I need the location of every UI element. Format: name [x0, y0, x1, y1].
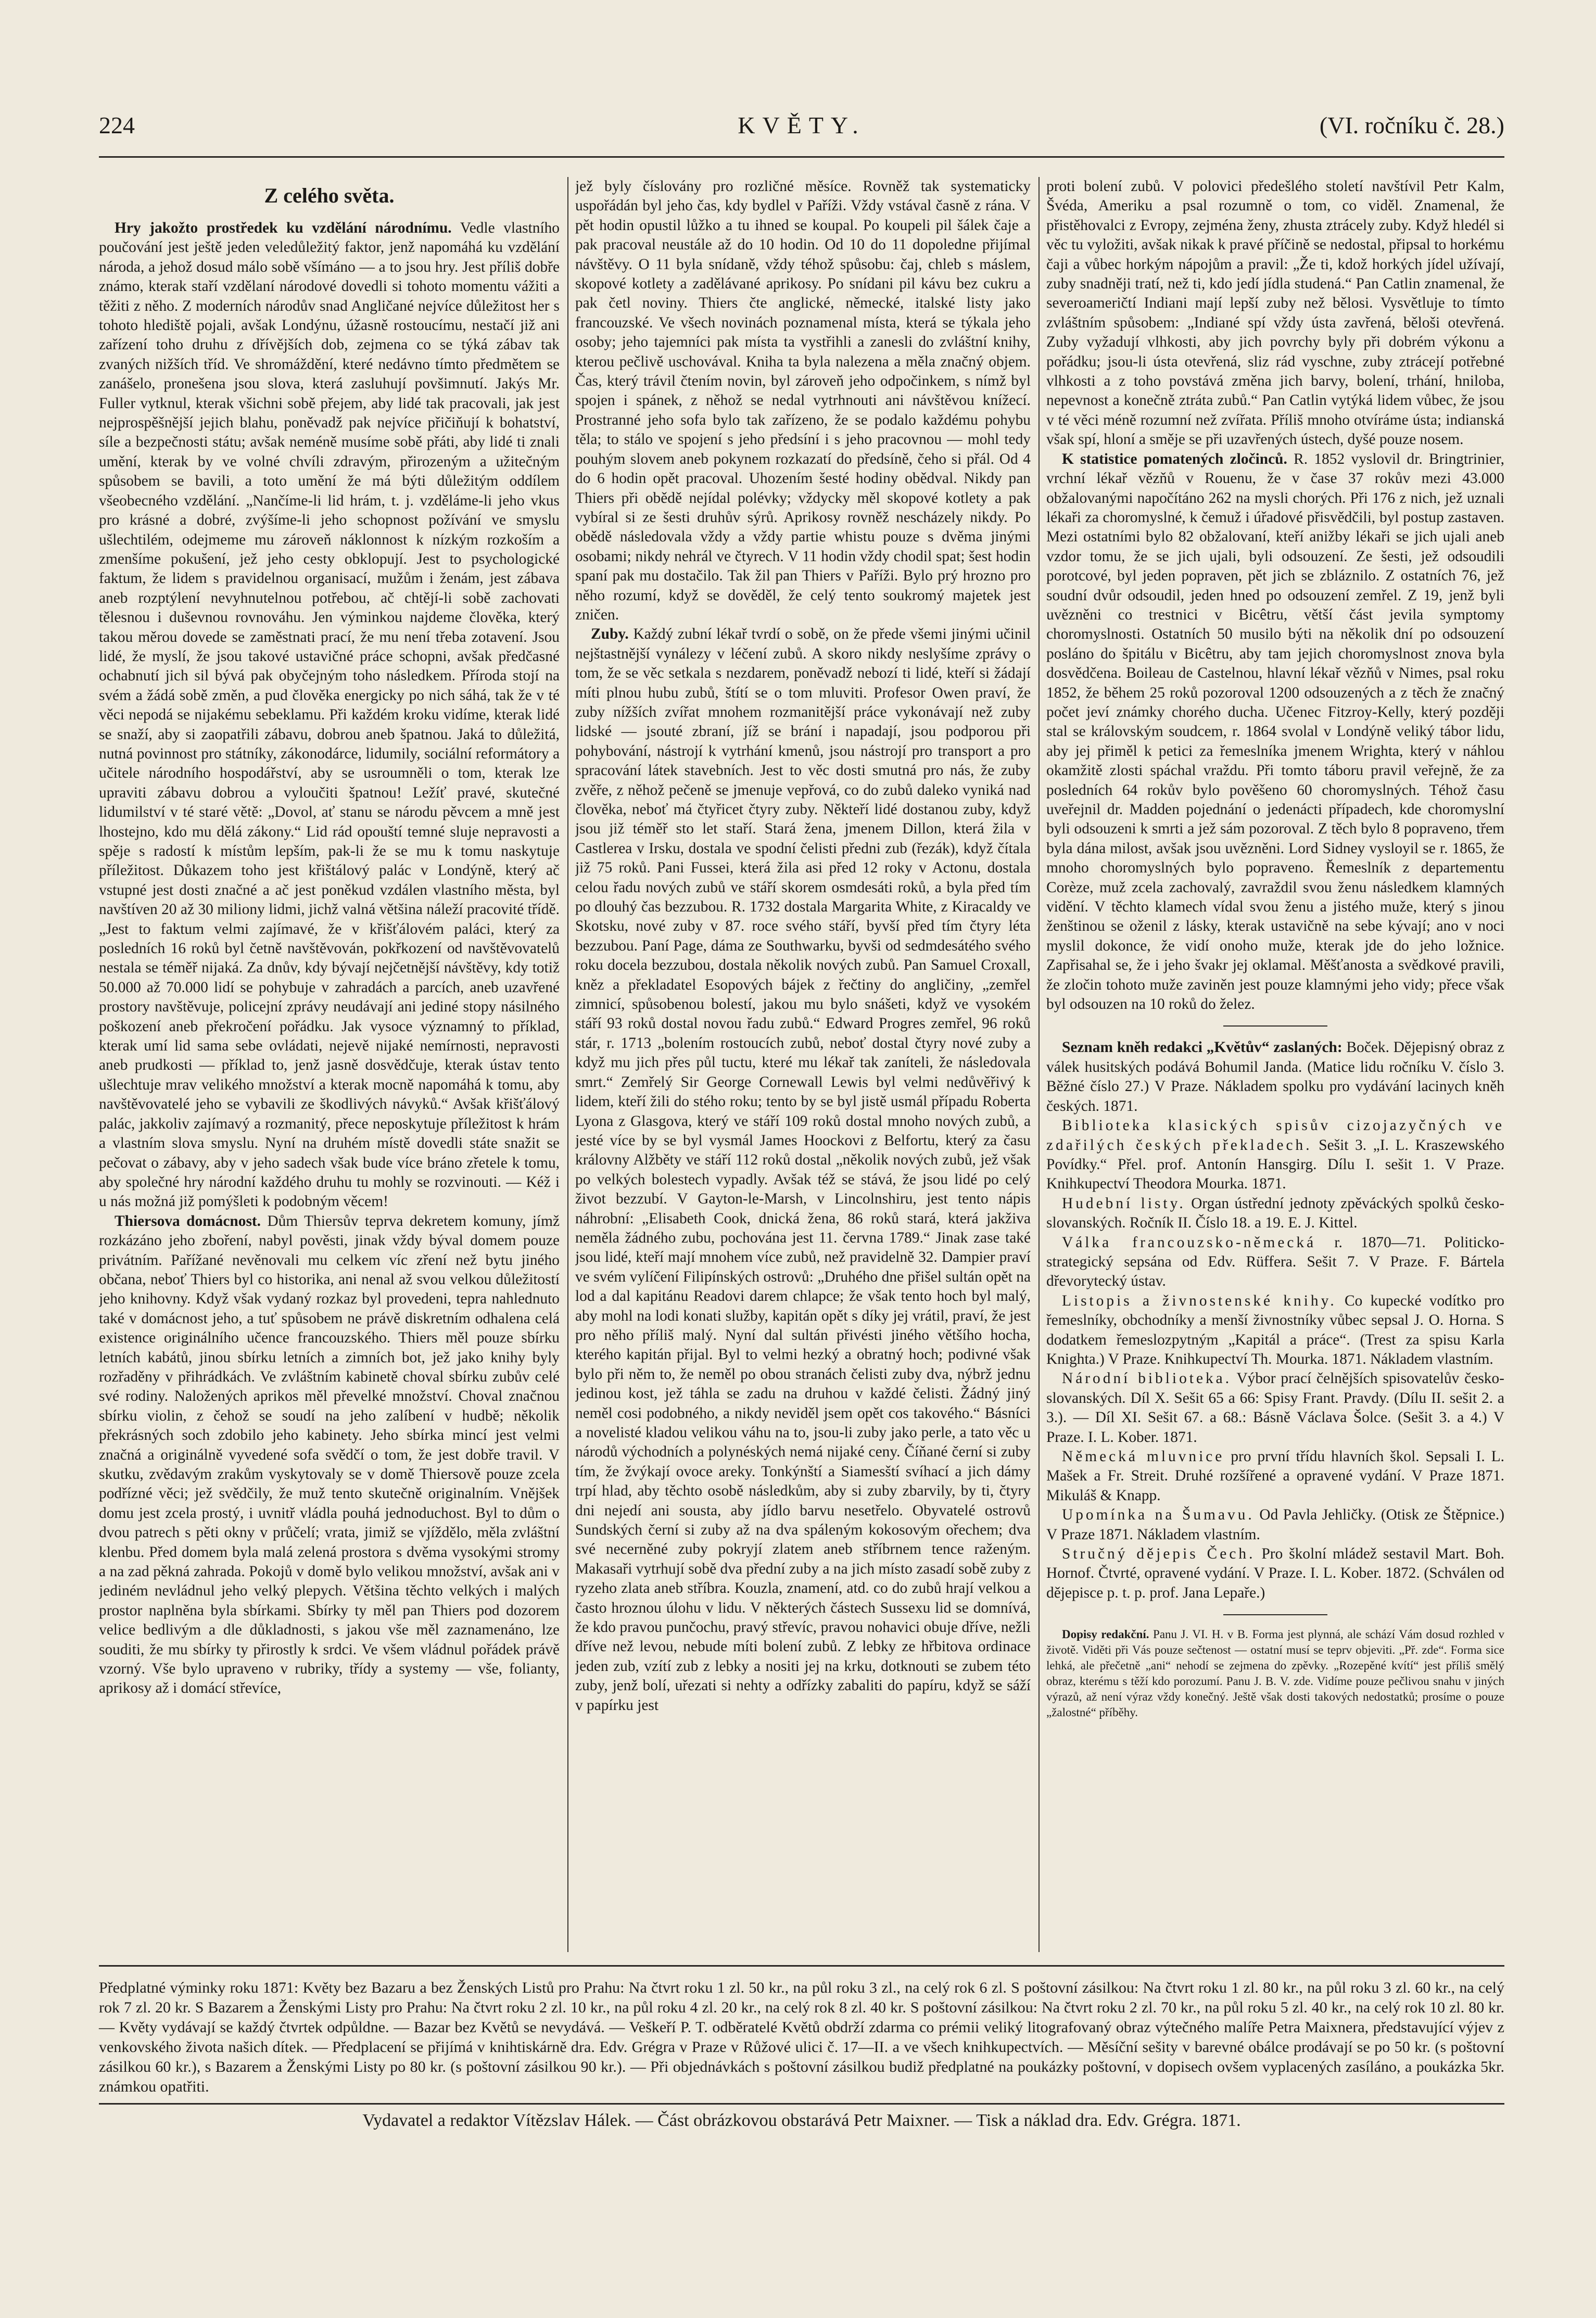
article-thiers-cont: jež byly číslovány pro rozličné měsíce. Rovněž tak systematicky uspořádán byl jeho čas, kdy bydlel v Paříži. Vždy vstával časně z rána. V pět hodin opustil lůžko a tu ihned se koupal. Po koupeli pil šálek čaje a pak pracoval neustále až do 10 hodin. Od 10 do 11 dopoledne přijímal návštěvy. O 11 byla snídaně, vždy téhož spůsobu: čaj, chleb s máslem, skopové kotlety a zadělávané aprikosy. Po snídani pil kávu bez cukru a pak četl noviny. Thiers čte anglické, německé, italské listy jako francouzské. Ve všech novinách poznamenal místa, která se týkala jeho osoby; jeho tajemníci pak místa ta vystřihli a zanesli do zvláštní knihy, kterou pečlivě uschovával. Kniha ta byla nalezena a měla značný objem. Čas, který trávil čtením novin, byl zároveň jeho odpočinkem, s nímž byl spojen i spánek, z něhož se nedal vytrhnouti ani návštěvou knížecí. Prostranné jeho sofa bylo tak zařízeno, že se podalo každému pohybu těla; to stálo ve spojení s jeho předsíní i s jeho pracovnou — mohl tedy pouhým slovem aneb pokynem rozkazatí do předsíně, čeho si přál. Od 4 do 6 hodin opět pracoval. Uhozením šesté hodiny obědval. Nikdy pan Thiers při obědě nejídal polévky; vždycky měl skopové kotlety a pak vybíral si ze šesti druhův sýrů. Aprikosy rovněž nescházely nikdy. Po obědě následovala vždy a vždy partie whistu pouze s dvěma jinými osobami; nikdy nehrál ve čtyrech. V 11 hodin vždy chodil spat; šest hodin spaní pak mu dostačilo. Tak žil pan Thiers v Paříži. Bylo prý hrozno pro něho rozumí, když se dověděl, že celý tento soukromý majetek jest zničen. [575, 178, 1031, 623]
book-entry: Stručný dějepis Čech. Pro školní mládež sestavil Mart. Boh. Hornof. Čtvrté, opravené vydání. V Praze. I. L. Kober. 1872. (Schválen od dějepisce p. t. p. prof. Jana Lepaře.) [1046, 1546, 1504, 1601]
column-1 [99, 177, 560, 1952]
imprint: Vydavatel a redaktor Vítězslav Hálek. — Část obrázkovou obstarává Petr Maixner. — Tisk a náklad dra. Edv. Grégra. 1871. [362, 2111, 1241, 2130]
imprint-rule [99, 2103, 1504, 2105]
book-entry: Biblioteka klasických spisův cizojazyčných ve zdařilých českých překladech. Sešit 3. „I. L. Kraszewského Povídky.“ Přel. prof. Antonín Hansgirg. Dílu I. sešit 1. V Praze. Knihkupectví Theodora Mourka. 1871. [1046, 1117, 1504, 1193]
column-3 [1046, 177, 1504, 1952]
article-text: Dům Thiersův teprva dekretem komuny, jímž rozkázáno jeho zboření, nabyl pověsti, jinak vždy býval domem pouze privátním. Pařížané nevěnovali mu celkem víc zření než bytu jiného občana, neboť Thiers byl co historika, ani nenal až svou velkou důležitostí jeho knihovny. Když však vydaný rozkaz byl provedeni, tepra nahlednuto také v domácnost jeho, a tuť spůsobem ne právě diskretním odhalena celá existence originálního učence francouzského. Thiers měl pouze sbírku letních kabátů, jinou sbírku letních a zimních bot, jež jako knihy byly rozřaděny v přihrádkách. Ve zvláštním kabinetě choval sbírku zubův celé své rodiny. Naložených aprikos měl převelké množství. Choval značnou sbírku violin, z čehož se soudí na jeho zalíbení v hudbě; několik překrásných soch zdobilo jeho kabinety. Jeho sbírka mincí jest velmi značná a originálně vyvedené sofa svědčí o tom, že jest dobře travil. V skutku, zvědavým zrakům vyskytovaly se v domě Thiersově pouze zcela podřízné věci; jež svědčily, že muž tento skutečně originalním. Vnějšek domu jest zcela prostý, i uvnitř vládla pouhá jednoduchost. Byl to dům o dvou patrech s pěti okny v průčelí; vrata, jimiž se vjíždělo, měla zvláštní klenbu. Před domem byla malá zelená prostora s dvěma vysokými stromy a na zad pěkná zahrada. Pokojů v domě bylo velikou množství, avšak ani v jediném nevládnul jeho velký plepych. Většina těchto velkých i malých prostor naplněna byla sbírkami. Sbírky ty měl pan Thiers pod dozorem velice bedlivým a dle důkladnosti, s jakou vše měl zaznamenáno, lze souditi, že mu sbírky ty přirostly k srdci. Ve všem vládnul pořádek právě vzorný. Vše bylo upraveno v rubriky, třídy a systemy — vše, folianty, aprikosy až i domácí střevíce, [99, 1212, 560, 1697]
article-heading: K statistice pomatených zločinců. [1062, 450, 1287, 467]
article-statistics [1046, 450, 1504, 1015]
editorial-letters [1046, 1627, 1504, 1720]
subscription-notice: Předplatné výminky roku 1871: Květy bez Bazaru a bez Ženských Listů pro Prahu: Na čtvrt roku 1 zl. 50 kr., na půl roku 3 zl., na celý rok 6 zl. S poštovní zásilkou: Na čtvrt roku 1 zl. 80 kr., na půl roku 3 zl. 60 kr., na celý rok 7 zl. 20 kr. S Bazarem a Ženskými Listy pro Prahu: Na čtvrt roku 2 zl. 10 kr., na půl roku 4 zl. 20 kr., na celý rok 8 zl. 40 kr. S poštovní zásilkou: Na čtvrt roku 2 zl. 70 kr., na půl roku 5 zl. 40 kr., na celý rok 10 zl. 80 kr. — Květy vydávají se každý čtvrtek odpůldne. — Bazar bez Květů se nevydává. — Veškeří P. T. odběratelé Květů obdrží zdarma co prémii veliký litografovaný obraz výtečného malíře Petra Maixnera, představující výjev z venkovského života našich dítek. — Předplacení se přijímá v knihtiskárně dra. Edv. Grégra v Praze v Růžové ulici č. 17—II. a ve všech knihkupectvích. — Měsíční sešity v barevné obálce prodávají se po 50 kr. (s poštovní zásilkou 60 kr.), s Bazarem a Ženskými Listy po 80 kr. (s poštovní zásilkou 90 kr.). — Při objednávkách s poštovní zásilkou budiž předplatné na poukázky poštovní, v dopisech ovšem vyplacených zasíláno, a poukázka 5kr. známkou opatřiti. [99, 1979, 1504, 2095]
article-teeth-cont: proti bolení zubů. V polovici předešlého století navštívil Petr Kalm, Švéda, Ameriku a psal rozumně o tom, co viděl. Znamenal, že přistěhovalci z Evropy, zejména ženy, zhusta ztrácely zuby. Když hledél si věc tu vyložiti, avšak nikak k pravé příčině se nedostal, připsal to horkému čaji a vůbec horkým nápojům a pravil: „Že ti, kdož horkých jídel užívají, zuby snadněji tratí, než ti, kdo jedí jídla studená.“ Pan Catlin znamenal, že severoameričtí Indiani mají lepší zuby než bělosi. Vysvětluje to tímto zvláštním spůsobem: „Indiané spí vždy ústa zavřená, běloši otevřená. Zuby vyžadují vlhkosti, aby jich povrchy byly při dobrém výkonu a pořádku; jsou-li ústa otevřená, sliz rád vyschne, zuby ztrácejí potřebné vlhkosti a z toho povstává změna jich barvy, bolení, trhání, hniloba, nepevnost a konečně ztráta zubů.“ Pan Catlin vytýká lidem vůbec, že jsou v té věci méně rozumní než zvířata. Příliš mnoho otvíráme ústa; indianská však spí, hloní a směje se při uzavřených ústech, dyšé pouze nosem. [1046, 178, 1504, 448]
separator [1223, 1614, 1327, 1615]
column-2 [575, 177, 1031, 1952]
article-games [99, 219, 560, 1212]
book-entry: Upomínka na Šumavu. Od Pavla Jehličky. (Otisk ze Štěpnice.) V Praze 1871. Nákladem vlastním. [1046, 1506, 1504, 1543]
article-teeth [575, 625, 1031, 1715]
column-divider [1038, 177, 1040, 1952]
section-title: Z celého světa. [264, 184, 395, 207]
magazine-title: KVĚTY. [738, 112, 866, 138]
editorial-text: Panu J. VI. H. v B. Forma jest plynná, ale schází Vám dosud rozhled v životě. Viděti při Vás pouze sečtenost — ostatní musí se teprv objeviti. „Př. zde“. Forma sice lehká, ale přečetně „ani“ nehodí se zejmena do zpěvky. „Rozepěné kvítí“ jest příliš smělý obraz, kterému s těží kdo porozumí. Panu J. B. V. zde. Vidíme pouze pečlivou snahu v jiných výrazů, až není výraz vždy konečný. Ještě však dosti takových nedostatků; prosíme o pouze „žalostné“ příběhy. [1046, 1628, 1504, 1719]
running-head [99, 111, 1504, 148]
book-list-heading: Seznam kněh redakci „Květův“ zaslaných: [1062, 1039, 1342, 1056]
article-heading: Zuby. [591, 626, 629, 643]
editorial-heading: Dopisy redakční. [1062, 1628, 1149, 1641]
article-text: R. 1852 vyslovil dr. Bringtrinier, vrchní lékař vězňů v Rouenu, že v čase 37 rokův mezi 43.000 obžalovanými napočítáno 262 na mysli chorých. Při 176 z nich, jež uznali lékaři za choromyslné, k čemuž i úřadové přisvědčili, byl postup zastaven. Mezi ostatními bylo 82 obžalovaní, kteří anižby lékaři se jich ujali aneb vzdor tomu, že se jich ujali, byli odsouzení. Ze šesti, jež odsoudili porotcové, byl jeden popraven, pět jich se zbláznilo. Z ostatních 76, jež soudní dvůr odsoudil, jeden hned po odsouzení zemřel. Z 19, jenž byli uvězněni co trestnici v Bicêtru, větší část jevila symptomy choromyslnosti. Ostatních 50 musilo býti na několik dní po odsouzení posláno do špitálu v Bicêtru, aby tam jejich choromyslnost znova byla dosvědčena. Boileau de Castelnou, hlavní lékař vězňů v Nimes, psal roku 1852, že během 25 roků pozoroval 1200 odsouzených a z těch že značný počet jeví známky chorého ducha. Učenec Fitzroy-Kelly, který později stal se královským soudcem, r. 1864 svolal v Londýně veliký tábor lidu, aby jej přiměl k petici za řemeslníka jmenem Wrighta, který v náhlou okamžitě zlosti spáchal vraždu. Při tomto táboru pravil veřejně, že za posledních 64 rokův bylo pověšeno 60 choromyslných. Téhož času uveřejnil dr. Madden pojednání o jedenácti případech, kde choromyslní byli odsouzeni k smrti a jež sám pozoroval. Z těch bylo 8 popraveno, třem byla dána milost, avšak jsou uvězněni. Lord Sidney vysloyil se r. 1865, že mnoho choromyslných bylo popraveno. Řemeslník z departementu Corèze, muž zcela zachovalý, zavraždil svou ženu následkem klamných vidění. V těchto klamech vídal svou ženu a jistého muže, který s jinou ženštinou se oženil z lásky, kterak ustavičně na sebe kývají; ano v noci myslil dokonce, že vidí onoho muže, kterak jde do jeho ložnice. Zapřisahal se, že i jeho švakr jej oklamal. Měšťanosta a svědkové pravili, že zločin tohoto muže zaviněn jest pouze klamnými jeho vidy; přece však byl odsouzen na 10 roků do želez. [1046, 450, 1504, 1013]
separator [1223, 1025, 1327, 1027]
book-entry: Listopis a živnostenské knihy. Co kupecké vodítko pro řemeslníky, obchodníky a menší živnostníky vůbec sepsal J. O. Horna. S dodatkem řemeslozpytným „Kapitál a práce“. (Trest za spisu Karla Knighta.) V Praze. Knihkupectví Th. Mourka. 1871. Nákladem vlastním. [1046, 1292, 1504, 1367]
book-entry: Boček. Dějepisný obraz z válek husitských podává Bohumil Janda. (Matice lidu ročníku V. číslo 3. Běžné číslo 27.) V Praze. Nákladem spolku pro vydávání lacinych kněh českých. 1871. [1046, 1039, 1504, 1114]
footer-rule [99, 1965, 1504, 1967]
article-text: Každý zubní lékař tvrdí o sobě, on že přede všemi jinými učinil nejštastnější vynálezy v léčení zubů. A skoro nikdy neslyšíme zprávy o tom, že se věc setkala s nezdarem, poněvadž nebozí ti lidé, kteří si žádají míti plnou hubu zubů, štítí se o tom mluviti. Profesor Owen praví, že zuby nížších zvířat mnohem rozmanitější práce vykonávají než zuby lidské — jsouté zbraní, jíž se brání i napadají, jsou podporou při pohybování, nástrojí k vytrhání kmenů, jsou nástrojí pro transport a pro spracování látek stavebních. Jest to věc dosti smutná pro nás, že zuby zvěře, z něhož pečeně se jmenuje vepřová, co do zubů daleko vyniká nad člověka, neboť má čtyřicet čtyry zuby. Někteří lidé dostanou zuby, když jsou již téměř sto let staří. Stará žena, jmenem Dillon, která žila v Castlerea v Irsku, dostala ve spodní čelisti předni zub (řezák), když čítala již 75 roků. Pani Fussei, která žila asi před 12 roky v Actonu, dostala celou řadu nových zubů ve stáří skorem osmdesáti roků, a byla před tím po dlouhý čas bezzubou. R. 1732 dostala Margarita White, z Kiracaldy ve Skotsku, nové zuby v 87. roce svého stáří, byvší před tím čtyry léta bezzubou. Paní Page, dáma ze Southwarku, byvši od sedmdesátého svého roku docela bezzubou, dostala několik nových zubů. Pan Samuel Croxall, kněz a překladatel Esopových bájek z řečtiny do angličiny, „zemřel zimnicí, spůsobenou bolestí, jakou mu bylo snášeti, když ve vysokém stáří 93 roků dostal novou řadu zubů.“ Edward Progres zemřel, 96 roků stár, r. 1713 „bolením rostoucích zubů, neboť dostal čtyry nové zuby a když mu jich přes půl tuctu, které mu lékař tak zaníteli, že následovala smrt.“ Zemřelý Sir George Cornewall Lewis byl velmi nedůvěřivý k lidem, kteří žili do stého roku; tento by se byl jistě usmál případu Roberta Lyona z Glasgova, který ve stáří 109 roků dostal mnoho nových zubů, a jesté více by se byl vysmál James Hoockovi z Belfortu, který za času královny Alžběty ve stáří 112 roků dostal „několik nových zubů, jež však po velkých bolestech vypadly. Avšak též se stává, že jsou lidé po celý život bezzubí. V Gayton-le-Marsh, v Lincolnshiru, jest tento nápis náhrobní: „Elisabeth Cook, dnická žena, 86 roků stará, která jakživa neměla žádného zubu, pochována jest 11. června 1789.“ Jinak zase také jsou lidé, kteří mají mnohem více zubů, než pravidelně 32. Dampier praví ve svém vylíčení Filipínských ostrovů: „Druhého dne přišel sultán opět na lod a dal kapitánu Readovi darem chlapce; že však tento hoch byl malý, aby mohl na lodi konati služby, kapitán opět s díky jej vrátil, praví, že jest pro něho příliš malý. Nyní dal sultán přivésti jiného většího hocha, kterého kapitán přijal. Byl to velmi hezký a obratný hoch; podivné však bylo při něm to, že neměl po obou stranách čelisti zuby dva, nýbrž jednu jedinou kost, jež táhla se zadu na druhou v každé čelisti. Žádný jiný neměl cosi podobného, a nikdy neviděl jsem opět cos takového.“ Básníci a novelisté kladou velikou váhu na to, jsou-li zuby jako perle, a tato věc u národů východních a polynéských nemá nijaké ceny. Číňané černí si zuby tím, že žvýkají ovoce areky. Tonkýnští a Siamesští svíhací a jich dámy trpí hlad, aby těchto osobě následkům, aby si zuby zbarvily, by ti, čtyry dni nejedí ani sousta, aby jídlo barvu nesetřelo. Obyvatelé ostrovů Sundských černí si zuby až na dva spáleným kokosovým ořechem; dva své necerněné zuby pokryjí zlatem aneb stříbrnem tence raženým. Makasaři vytrhují sobě dva přední zuby a na jich místo zasadí sobě zuby z ryzeho zlata aneb stříbra. Kouzla, znamení, atd. co do zubů hrají velkou a často hroznou úlohu v lidu. V některých částech Sussexu lid se domnívá, že kdo pravou punčochu, pravý střevíc, pravou nohavici obuje dříve, nežli dříve než levou, nebude míti bolení zubů. Z lebky ze hřbitova ordinace jeden zub, vzítí zub z lebky a nositi jej na krku, dotknouti se zubem této zuby, jenž bolí, uřezati si nehty a odřízky zabaliti do papíru, když se sáží v papírku jest [575, 626, 1031, 1714]
book-entry: Německá mluvnice pro první třídu hlavních škol. Sepsali I. L. Mašek a Fr. Streit. Druhé rozšířené a opravené vydání. V Praze 1871. Mikuláš & Knapp. [1046, 1448, 1504, 1504]
article-thiers [99, 1212, 560, 1699]
article-text: Vedle vlastního poučování jest ještě jeden veledůležitý faktor, jenž napomáhá ku vzdělání národa, a jehož dosud málo sobě všímáno — a to jsou hry. Jest příliš dobře známo, kterak staří vzdělaní národové dovedli si tohoto momentu vážiti a těžiti z něho. Z moderních národův snad Angličané nejvíce důležitost her s tohoto hlediště pojali, avšak Londýnu, úžasně rostoucímu, nestačí již ani zařízení toho druhu z dřívějších dob, zejmena co se týká zábav tak zvaných nižších tříd. Ve shromáždění, které nedávno tímto předmětem se zanášelo, pronešena jsou slova, která zasluhují povšimnutí. Jakýs Mr. Fuller vytknul, kterak všichni sobě přejem, aby lidé tak pracovali, jak jest nejprospěšnější jejich blahu, poněvadž pak nejvíce přičiňují k bohatství, síle a bezpečnosti státu; avšak neméně musíme sobě přáti, aby lidé ti znali umění, kterak by ve volné chvíli zdravým, přirozeným a užitečným spůsobem se bavili, a toto umění že má býti důležitým oddílem všeobecného vzdělání. „Nančíme-li lid hrám, t. j. vzděláme-li jeho vkus pro krásné a dobré, zvýšíme-li jeho schopnost požívání ve smyslu ušlechtilém, odejmeme mu zároveň náklonnost k nízkým rozkoším a zmenšíme pokušení, jež jeho cesty obklopují. Jest to psychologické faktum, že lidem s pravidelnou organisací, mužům i ženám, jest zábava aneb rozptýlení nevyhnutelnou potřebou, ač chtějí-li sobě zachovati tělesnou i duševnou rovnováhu. Jen výminkou najdeme člověka, který takou měrou dovede se zaměstnati prací, že mu není třeba zotavení. Jsou lidé, že myslí, že jsou takové ustavičné práce schopni, avšak předčasné ochabnutí jich sil bývá pak obyčejným toho následkem. Příroda stojí na svém a žádá sobě změn, a pud člověka energicky po nich sáhá, tak že v té věci nepodá se nijakému sebeklamu. Při každém kroku vidíme, kterak lidé se snaží, aby si zaopatřili zábavu, dobrou aneb špatnou. Jaká to důležitá, nutná povinnost pro státníky, zákonodárce, lidumily, sociální reformátory a učitele národního hospodářství, aby se usroumněli o tom, kterak lze upraviti zábavu dobrou a vyloučiti špatnou! Ležíť pravé, skutečné lidumilství v té staré větě: „Dovol, ať stanu se národu pěvcem a mně jest lhostejno, kdo mu dělá zákony.“ Lid rád opouští temné sluje nepravosti a spěje s radostí k místům lepším, pak-li že se mu k tomu naskytuje příležitost. Důkazem toho jest křištálový palác v Londýně, který ač vstupné jest dosti značné a ač jest poněkud vzdálen vlastního města, byl navštíven 20 až 30 miliony lidmi, jichž valná většina náleží pracovité třídě. „Jest to faktum velmi zajímavé, že v křišťálovém paláci, který za posledních 16 roků byl četně navštěvován, pokřkození od navštěvovatelů nestala se téměř nijaká. Za dnův, kdy bývají nejčetnější návštěvy, kdy totiž 50.000 až 70.000 lidí se pohybuje v zahradách a parcích, aneb uzavřené prostory navštěvuje, policejní zprávy neudávají ani jediné stopy násilného poškození aneb překročení pořádku. Jak vysoce významný to příklad, kterak umí lid sama sebe ovládati, nejevě nijaké nemírnosti, nepravosti aneb prudkosti — příklad to, jenž jasně dosvědčuje, kterak ústav tento ušlechtuje mrav velikého množství a kterak mocně napomáhá k tomu, aby navštěvovatelé jeho se vybavili ze škodlivých návyků.“ Avšak křišťálový palác, jakkoliv zajímavý a rozmanitý, přece neposkytuje příležitost k hrám a vlastním slova smyslu. Nyní na druhém místě dovedli státe snažit se pečovat o zábavy, aby v jeho sadech však bude více bráno zřetele k tomu, aby společné hry národní každého druhu tu mohly se rozvinouti. — Kéž i u nás možná již pomýšleti k podobným věcem! [99, 220, 560, 1210]
article-heading: Hry jakožto prostředek ku vzdělání národnímu. [115, 220, 452, 236]
book-entry: Válka francouzsko-německá r. 1870—71. Politicko-strategický sepsána od Edv. Rüffera. Sešit 7. V Praze. F. Bártela dřevorytecký ústav. [1046, 1234, 1504, 1290]
book-list [1046, 1038, 1504, 1116]
page-number: 224 [99, 112, 135, 138]
issue-label: (VI. ročníku č. 28.) [1319, 112, 1504, 138]
book-entry: Národní biblioteka. Výbor prací čelnějších spisovatelův česko-slovanských. Díl X. Sešit 65 a 66: Spisy Frant. Pravdy. (Dílu II. sešit 2. a 3.). — Díl XI. Sešit 67. a 68.: Básně Václava Šolce. (Sešit 3. a 4.) V Praze. I. L. Kober. 1871. [1046, 1370, 1504, 1446]
column-divider [567, 177, 568, 1952]
article-heading: Thiersova domácnost. [115, 1212, 261, 1230]
header-rule [99, 156, 1504, 158]
book-entry: Hudební listy. Organ ústřední jednoty zpěváckých spolků česko-slovanských. Ročník II. Číslo 18. a 19. E. J. Kittel. [1046, 1195, 1504, 1232]
